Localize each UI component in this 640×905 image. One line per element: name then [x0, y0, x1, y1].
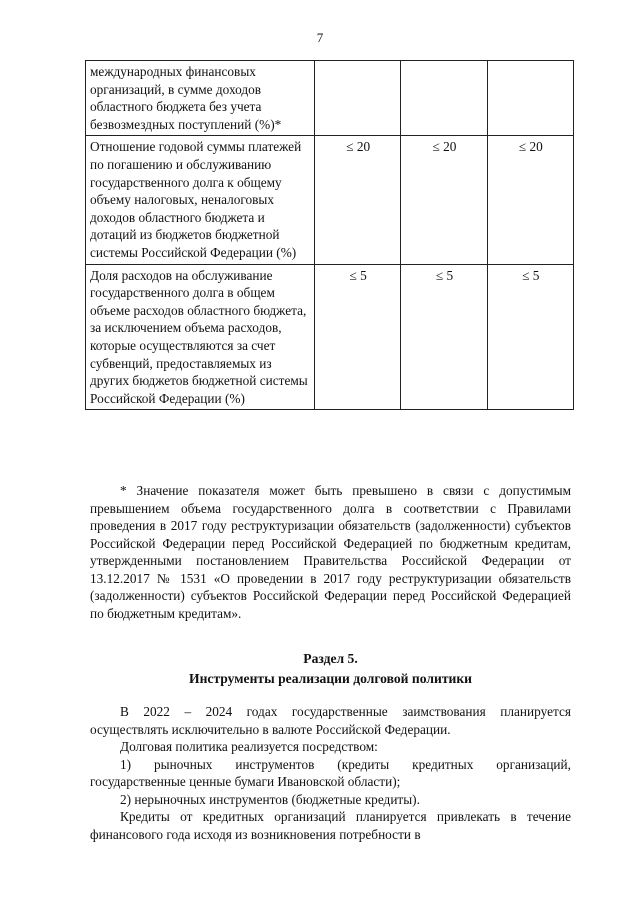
indicator-label: Доля расходов на обслуживание государственного долга в общем объеме расходов областного бюджета, за исключением объема расходов, которые осуществляются за счет субвенций, предоставляемых из других бюджетов бюджетной системы Российской Федерации (%): [86, 264, 315, 410]
indicator-value: [315, 61, 401, 136]
page-number: 7: [316, 30, 324, 45]
indicator-value: ≤ 20: [401, 136, 487, 264]
table-row: [86, 136, 574, 264]
paragraph: В 2022 – 2024 годах государственные заимствования планируется осуществлять исключительно в валюте Российской Федерации.: [90, 704, 571, 737]
table-row: [86, 61, 574, 136]
paragraph: Кредиты от кредитных организаций планируется привлекать в течение финансового года исходя из возникновения потребности в: [90, 809, 571, 842]
table-footnote: * Значение показателя может быть превышено в связи с допустимым превышением объема государственного долга в соответствии с Правилами проведения в 2017 году реструктуризации обязательств (задолженности) субъектов Российской Федерации перед Российской Федерацией по бюджетным кредитам, утвержденными постановлением Правительства Российской Федерации от 13.12.2017 № 1531 «О проведении в 2017 году реструктуризации обязательств (задолженности) субъектов Российской Федерации перед Российской Федерацией по бюджетным кредитам».: [90, 483, 571, 621]
paragraph: 2) нерыночных инструментов (бюджетные кредиты).: [120, 791, 420, 807]
section-title: Инструменты реализации долговой политики: [189, 671, 472, 686]
indicator-label: Отношение годовой суммы платежей по погашению и обслуживанию государственного долга к общему объему налоговых, неналоговых доходов областного бюджета и дотаций из бюджетов бюджетной системы Российской Федерации (%): [86, 136, 315, 264]
indicator-value: [487, 61, 573, 136]
indicator-value: ≤ 5: [487, 264, 573, 410]
indicator-label: международных финансовых организаций, в сумме доходов областного бюджета без учета безвозмездных поступлений (%)*: [86, 61, 315, 136]
indicator-value: ≤ 5: [401, 264, 487, 410]
indicator-value: ≤ 20: [315, 136, 401, 264]
section-body: [90, 703, 571, 843]
indicator-value: ≤ 20: [487, 136, 573, 264]
section-number: Раздел 5.: [303, 651, 358, 666]
paragraph: Долговая политика реализуется посредством:: [120, 739, 378, 754]
paragraph: 1) рыночных инструментов (кредиты кредитных организаций, государственные ценные бумаги Ивановской области);: [90, 756, 571, 789]
indicator-value: ≤ 5: [315, 264, 401, 410]
indicator-value: [401, 61, 487, 136]
table-row: [86, 264, 574, 410]
indicators-table: [85, 60, 574, 410]
